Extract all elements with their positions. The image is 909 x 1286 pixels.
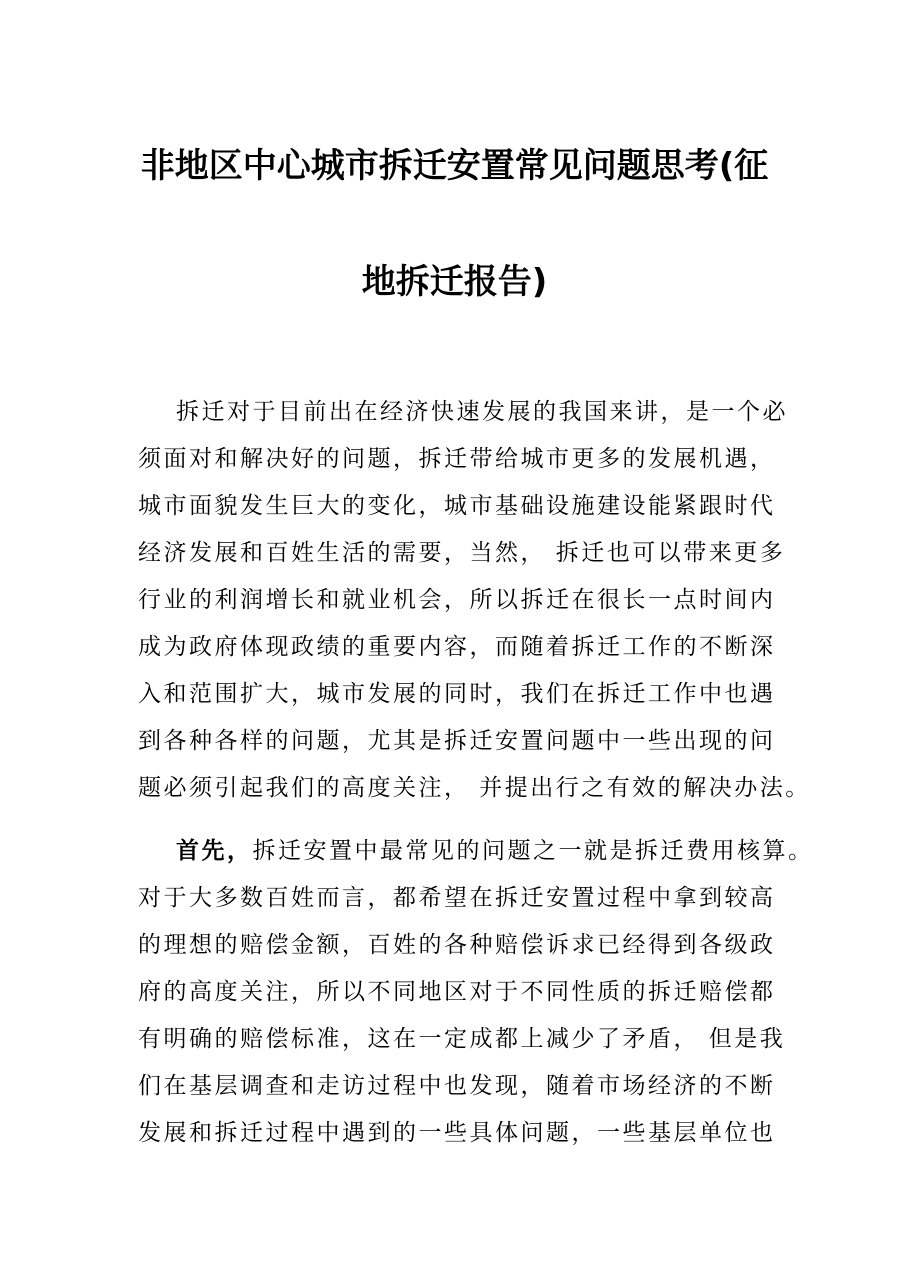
document-title-line-1: 非地区中心城市拆迁安置常见问题思考(征	[140, 146, 769, 186]
paragraph-1-line-3: 城市面貌发生巨大的变化，城市基础设施建设能紧跟时代	[138, 493, 776, 519]
paragraph-2-line-6: 们在基层调查和走访过程中也发现，随着市场经济的不断	[138, 1073, 776, 1099]
paragraph-1-line-6: 成为政府体现政绩的重要内容，而随着拆迁工作的不断深	[138, 634, 776, 660]
document-title-line-2: 地拆迁报告)	[361, 262, 548, 302]
paragraph-1-line-8: 到各种各样的问题，尤其是拆迁安置问题中一些出现的问	[138, 728, 776, 754]
paragraph-2-first-line-text: 拆迁安置中最常见的问题之一就是拆迁费用核算。	[252, 838, 814, 864]
paragraph-1-line-9: 题必须引起我们的高度关注， 并提出行之有效的解决办法。	[138, 775, 811, 801]
paragraph-2-line-1	[176, 836, 814, 866]
paragraph-2-line-2: 对于大多数百姓而言，都希望在拆迁安置过程中拿到较高	[138, 885, 776, 911]
paragraph-2-line-4: 府的高度关注，所以不同地区对于不同性质的拆迁赔偿都	[138, 979, 776, 1005]
paragraph-2-line-3: 的理想的赔偿金额，百姓的各种赔偿诉求已经得到各级政	[138, 932, 776, 958]
paragraph-1-line-4: 经济发展和百姓生活的需要，当然， 拆迁也可以带来更多	[138, 540, 786, 566]
paragraph-2-line-5: 有明确的赔偿标准，这在一定成都上减少了矛盾， 但是我	[138, 1026, 786, 1052]
paragraph-1-line-5: 行业的利润增长和就业机会，所以拆迁在很长一点时间内	[138, 587, 776, 613]
paragraph-1-line-2: 须面对和解决好的问题，拆迁带给城市更多的发展机遇，	[138, 446, 776, 472]
paragraph-1-line-7: 入和范围扩大，城市发展的同时，我们在拆迁工作中也遇	[138, 681, 776, 707]
paragraph-2-lead: 首先，	[176, 838, 253, 864]
paragraph-1-line-1: 拆迁对于目前出在经济快速发展的我国来讲，是一个必	[176, 399, 788, 425]
paragraph-2-line-7: 发展和拆迁过程中遇到的一些具体问题，一些基层单位也	[138, 1120, 776, 1146]
